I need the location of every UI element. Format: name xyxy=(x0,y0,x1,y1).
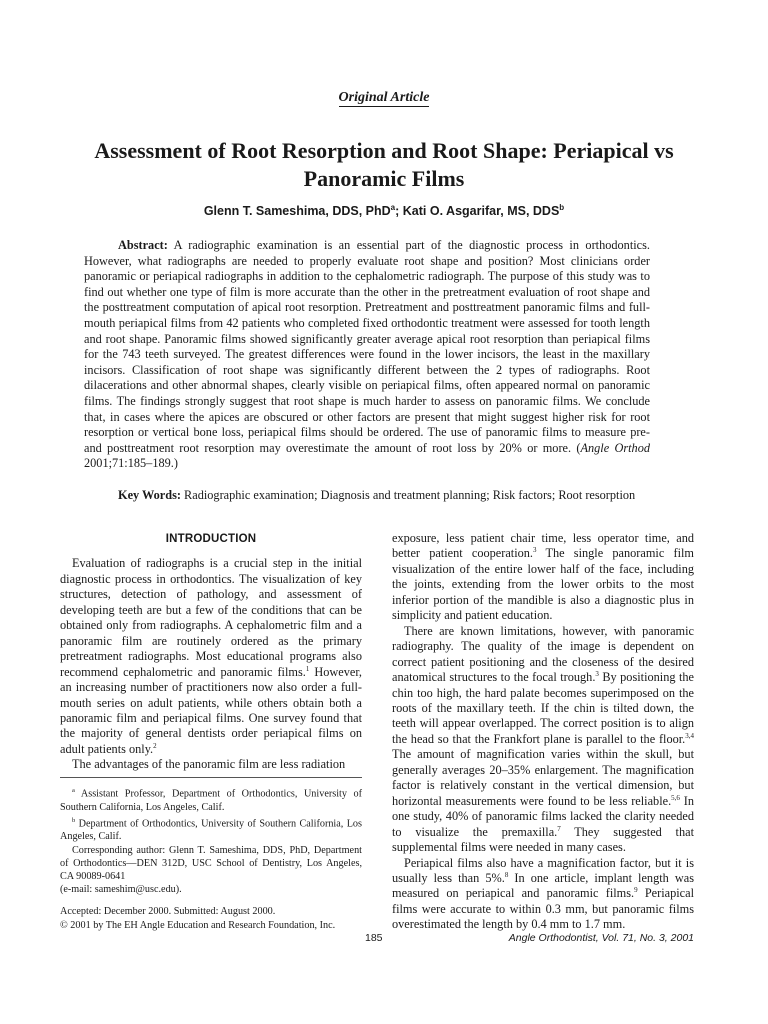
footnote-a xyxy=(60,784,362,814)
introduction-heading: INTRODUCTION xyxy=(165,533,257,545)
footnote-divider xyxy=(60,777,362,778)
reference-mark: 3,4 xyxy=(685,731,694,740)
page-number: 185 xyxy=(365,932,383,944)
abstract-text: A radiographic examination is an essential part of the diagnostic process in orthodontics. However, what radiographs are needed to properly evaluate root shape and position? Most clinicians order panoramic or periapical radiographs in addition to the cephalometric radiograph. The purpose of this study was to find out whether one type of film is more accurate than the other in the pretreatment evaluation of root shape and the posttreatment computation of apical root resorption. Pretreatment and posttreatment panoramic films and full-mouth periapical films from 42 patients who completed fixed orthodontic treatment were assessed for tooth length and root shape. Panoramic films showed significantly greater average apical root resorption than periapical films for the 743 teeth surveyed. The greatest differences were found in the lower incisors, the least in the maxillary incisors. Classification of root shape was significantly different between the 2 types of radiographs. Root dilacerations and other abnormal shapes, clearly visible on periapical films, often appeared normal on panoramic films. The findings strongly suggest that root shape is much harder to assess on panoramic films. We conclude that, in cases where the apices are obscured or other factors are present that might suggest higher risk for root resorption or vertical bone loss, periapical films should be ordered. The use of panoramic films to measure pre- and posttreatment root resorption may overestimate the amount of root loss by 20% or more. ( xyxy=(84,238,650,455)
author-line xyxy=(0,203,768,218)
right-p3-text-b: In one article, implant length was measured on periapical and panoramic films. xyxy=(392,870,694,901)
corresponding-email: (e-mail: sameshim@usc.edu). xyxy=(60,884,182,896)
reference-mark: 9 xyxy=(634,886,638,895)
body-paragraph-periapical xyxy=(392,856,694,933)
copyright-notice: © 2001 by The EH Angle Education and Research Foundation, Inc. xyxy=(60,919,336,931)
intro-paragraph-2: The advantages of the panoramic film are less radiation xyxy=(72,757,346,772)
reference-mark: 2 xyxy=(153,741,157,750)
abstract-label: Abstract: xyxy=(118,238,168,252)
footnotes xyxy=(60,784,362,932)
keywords-text: Radiographic examination; Diagnosis and treatment planning; Risk factors; Root resorption xyxy=(180,488,636,502)
author-1-name: Glenn T. Sameshima, DDS, PhD xyxy=(203,204,391,219)
abstract-citation-journal: Angle Orthod xyxy=(580,440,650,455)
article-title: Assessment of Root Resorption and Root Shape: Periapical vs Panoramic Films xyxy=(94,138,674,191)
right-p3-text-c: Periapical films were accurate to within 0.3 mm, but panoramic films overestimated the length by 0.4 mm to 1.7 mm. xyxy=(392,886,694,932)
reference-mark: 3 xyxy=(595,669,599,678)
footnote-b xyxy=(60,814,362,844)
running-footer-journal: Angle Orthodontist, Vol. 71, No. 3, 2001 xyxy=(508,932,694,944)
right-p2-text: There are known limitations, however, with panoramic radiography. The quality of the image is dependent on correct patient positioning and the closeness of the desired anatomical structures to the focal trough. xyxy=(392,623,694,685)
intro-paragraph-1 xyxy=(60,556,362,757)
body-paragraph-continued xyxy=(392,531,694,624)
reference-mark: 5,6 xyxy=(671,793,680,802)
author-2-name: Kati O. Asgarifar, MS, DDS xyxy=(402,204,560,219)
abstract xyxy=(84,238,650,472)
reference-mark: 8 xyxy=(504,870,509,879)
author-1-affiliation-mark: a xyxy=(390,203,396,212)
right-p2-text-e: They suggested that supplemental films were needed in many cases. xyxy=(392,824,694,855)
keywords xyxy=(84,488,650,504)
reference-mark: 3 xyxy=(533,546,537,555)
corresponding-author: Corresponding author: Glenn T. Sameshima, DDS, PhD, Department of Orthodontics—DEN 312D, USC School of Dentistry, Los Angeles, CA 90089-0641 xyxy=(60,844,362,882)
body-paragraph-limitations xyxy=(392,624,694,856)
right-p1-text-cont: The single panoramic film visualization of the entire lower half of the face, including the joints, extending from the lower orbits to the most inferior portion of the mandible is also a diagnostic plus in simplicity and patient education. xyxy=(392,546,694,623)
right-p3-text: Periapical films also have a magnification factor, but it is usually less than 5%. xyxy=(392,855,694,885)
right-p1-text: exposure, less patient chair time, less operator time, and better patient cooperation. xyxy=(392,531,694,561)
footnote-a-mark: a xyxy=(72,787,75,794)
intro-p1-text-cont: However, an increasing number of practitioners now also order a full-mouth series on adult patients, while others obtain both a panoramic film and periapical films. One survey found that the majority of general dentists order periapical films on adult patients only. xyxy=(60,664,362,756)
intro-p1-text: Evaluation of radiographs is a crucial step in the initial diagnostic process in orthodontics. The visualization of key structures, detection of pathology, and assessment of developing teeth are but a few of the conditions that can be obtained only from radiographs. A cephalometric film and a panoramic film are routinely ordered as the primary pretreatment radiographs. Most educational programs also recommend cephalometric and panoramic films. xyxy=(60,556,362,679)
article-type-label xyxy=(0,88,768,106)
author-separator: ; xyxy=(395,204,403,219)
reference-mark: 7 xyxy=(557,824,561,833)
left-column xyxy=(60,532,362,773)
right-column xyxy=(392,531,694,933)
author-2-affiliation-mark: b xyxy=(559,203,565,212)
footnote-a-text: Assistant Professor, Department of Orthodontics, University of Southern California, Los Angeles, Calif. xyxy=(60,788,362,813)
right-p2-text-b: By positioning the chin too high, the hard palate becomes superimposed on the roots of the maxillary teeth. If the chin is tilted down, the teeth will appear overlapped. The correct position is to align the head so that the Frankfort plane is parallel to the floor. xyxy=(392,670,694,746)
right-p2-text-c: The amount of magnification varies within the skull, but generally averages 20–35% enlargement. The magnification factor is relatively constant in the vertical dimension, but horizontal measurements were found to be less reliable. xyxy=(392,747,694,808)
footnote-b-mark: b xyxy=(72,816,76,824)
footnote-b-text: Department of Orthodontics, University of Southern California, Los Angeles, Calif. xyxy=(60,818,362,843)
keywords-label: Key Words: xyxy=(118,488,181,502)
abstract-citation-details: 2001;71:185–189.) xyxy=(84,456,178,471)
accepted-submitted-dates: Accepted: December 2000. Submitted: August 2000. xyxy=(60,906,276,918)
reference-mark: 1 xyxy=(305,664,310,673)
article-type-text: Original Article xyxy=(338,90,430,105)
right-p2-text-d: In one study, 40% of panoramic films lacked the clarity needed to visualize the premaxilla. xyxy=(392,793,694,839)
